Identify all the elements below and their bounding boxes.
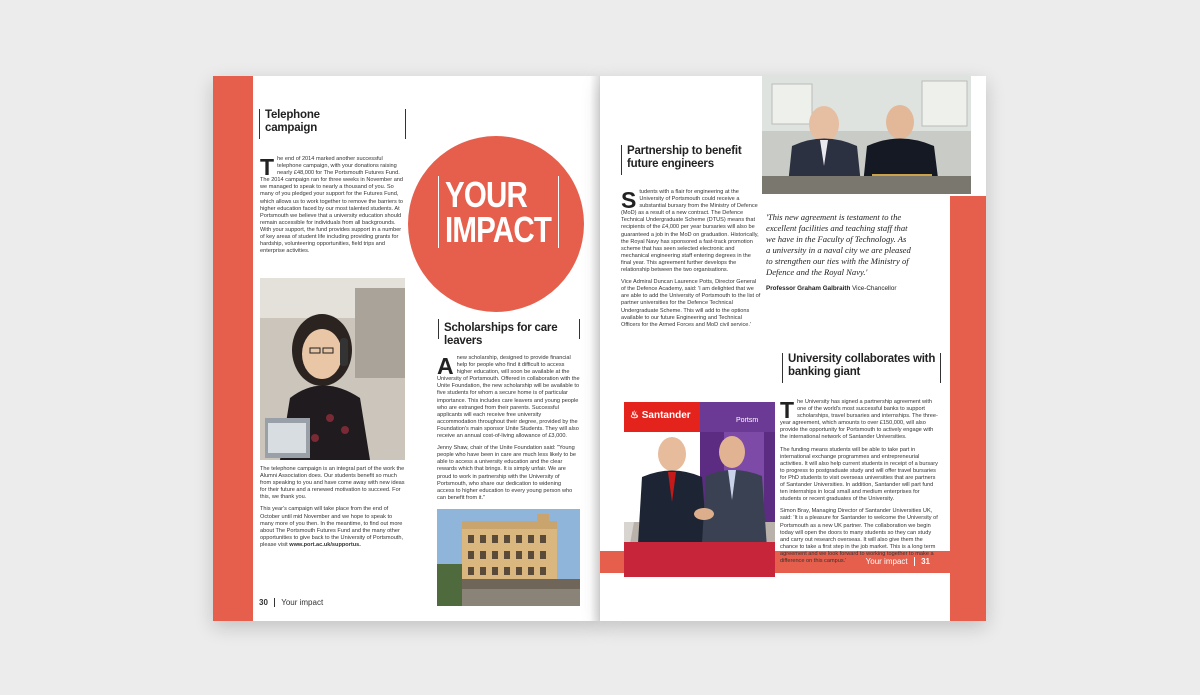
impact-rule-left — [438, 176, 439, 248]
telephone-closing-text — [260, 466, 405, 554]
telephone-dropcap: T — [260, 154, 275, 180]
scholarships-heading — [444, 322, 574, 348]
accommodation-building-photo — [437, 509, 580, 606]
scholarships-dropcap: A — [437, 353, 454, 379]
mod-signing-photo — [762, 76, 971, 194]
banking-para3: Simon Bray, Managing Director of Santander Universities UK, said: 'It is a pleasure for Santander to welcome the University of Portsmouth as a new UK partner. The collaboration we begin today will open the doors to many students so they can study and carry out research overseas. It will also give them the chance to take a first step in the job market. This is a long term agreement and we look forward to working together to make a difference on this campus.' — [780, 508, 938, 564]
partnership-text — [621, 189, 761, 334]
university-banner-text: Portsm — [736, 417, 759, 424]
banking-para2: The funding means students will be able to take part in international exchange programmes and entrepreneurial activities. It will also help current students in receipt of a bursary to progress to postgraduate study and will offer travel bursaries for PhD students to visit overseas universities that are partners of Santander Universities. In addition, Santander will part fund ten internships in local small and medium enterprises for students or recent graduates of the University. — [780, 446, 938, 503]
telephone-photo — [260, 278, 405, 460]
santander-photo-art — [624, 402, 775, 577]
telephone-para1: he end of 2014 marked another successful telephone campaign, with your donations raising nearly £48,000 for The Portsmouth Futures Fund. The 2014 campaign ran for three weeks in November and we managed to speak to nearly a thousand of you. So many of you pledged your support for the Futures Fund, which allows us to work together to remove the barriers to higher education faced by our most talented students. At Portsmouth we believe that a university education should remain accessible for individuals from all backgrounds. With your support, the fund provides support in a number of key areas of student life including providing grants for hardship, volunteering opportunities, field trips and enterprise activities. — [260, 156, 404, 255]
telephone-photo-art — [260, 278, 405, 460]
left-page — [213, 76, 600, 621]
telephone-para3: This year's campaign will take place from the end of October until mid November and we hope to speak to many more of you then. In the meantime, to find out more about The Portsmouth Futures Fund and the many other opportunities to give back to the University of Portsmouth, please visit — [260, 506, 404, 548]
heading-rule-left — [621, 145, 622, 175]
quote-block — [766, 212, 911, 294]
heading-rule-left — [259, 109, 260, 139]
left-accent-strip — [213, 76, 253, 621]
right-page — [600, 76, 986, 621]
mod-photo-art — [762, 76, 971, 194]
telephone-heading — [265, 109, 405, 135]
banking-text — [780, 399, 941, 570]
right-page-number: 31 — [921, 557, 930, 566]
quote-text: 'This new agreement is testament to the excellent facilities and teaching staff that we have in the Faculty of Technology. As a university in a naval city we are pleased to strengthen our ties with the Ministry of Defence and the Royal Navy.' — [766, 212, 911, 277]
scholarships-heading-text: Scholarships for care leavers — [444, 322, 558, 347]
scholarships-para2: Jenny Shaw, chair of the Unite Foundation said: "Young people who have been in care are much less likely to be able to access a university education and the clear rewards which that brings. It is simply unfair. We are proud to work in partnership with the University of Portsmouth, who share our dedication to widening access to higher education to every young person who can benefit from it." — [437, 445, 576, 501]
partnership-para2: Vice Admiral Duncan Laurence Potts, Director General of the Defence Academy, said: 'I am delighted that we are able to add the University of Portsmouth to the list of partner universities for the Defence Technical Undergraduate Scheme. This will add to the options available to our future Engineering and Technical Officers for the Armed Forces and MoD civil service.' — [621, 279, 761, 328]
telephone-para2: The telephone campaign is an integral part of the work the Alumni Association does. Our students benefit so much from speaking to you and have come away with new ideas for their future and a renewed motivation to succeed. For this, we thank you. — [260, 466, 405, 501]
banking-heading-line2: banking giant — [788, 366, 861, 378]
heading-rule-left — [782, 353, 783, 383]
left-page-number: 30 — [259, 598, 268, 607]
quote-role: Vice-Chancellor — [852, 285, 897, 292]
telephone-heading-line1: Telephone — [265, 109, 320, 121]
heading-rule-right — [940, 353, 941, 383]
partnership-heading-line2: future engineers — [627, 158, 714, 170]
banking-para1: he University has signed a partnership agreement with one of the world's most successful banks to support scholarships, travel bursaries and internships. The three-year agreement, which amounts to over £150,000, will also provide the opportunity for Portsmouth to actively engage with the international network of Santander Universities. — [780, 399, 938, 441]
partnership-para1: tudents with a flair for engineering at the University of Portsmouth could receive a substantial bursary from the Ministry of Defence (MoD) as a result of a new contract. The Defence Technical Undergraduate Scheme (DTUS) means that recipients of the £4,000 per year bursaries will also be guaranteed a job in the MoD on graduation. Historically, the Royal Navy has sponsored a fast-track promotion scheme that has seen selected electronic and mechanical engineering staff entering degrees in the final year. This agreement further develops the relationship between the two organisations. — [621, 189, 759, 274]
heading-rule-right — [405, 109, 406, 139]
footer-divider — [914, 557, 915, 566]
santander-banner-text: Santander — [641, 410, 691, 421]
right-footer-section: Your impact — [865, 557, 908, 566]
building-photo-art — [437, 509, 580, 606]
impact-title-line2: IMPACT — [445, 209, 552, 250]
supportus-link[interactable]: www.port.ac.uk/supportus. — [289, 541, 361, 548]
banking-dropcap: T — [780, 397, 795, 423]
santander-flame-icon: ♨ — [630, 410, 639, 421]
partnership-heading-line1: Partnership to benefit — [627, 145, 742, 157]
impact-title-line1: YOUR — [445, 174, 528, 215]
scholarships-text — [437, 355, 580, 507]
banking-heading-line1: University collaborates with — [788, 353, 936, 365]
impact-rule-right — [558, 176, 559, 248]
scholarships-para1: new scholarship, designed to provide financial help for people who find it difficult to access higher education, will soon be available at the University of Portsmouth. Offered in collaboration with the Unite Foundation, the new scholarship will be available to five students for whom a secure home is of particular importance. This includes care leavers and young people who are estranged from their parents. Successful applicants will each receive free university accommodation throughout their degree, provided by the Foundation's main sponsor Unite Students. They will also receive an annual cost-of-living allowance of £3,000. — [437, 355, 580, 440]
partnership-heading — [627, 145, 767, 171]
heading-rule-right — [579, 319, 580, 339]
heading-rule-left — [438, 319, 439, 339]
footer-divider — [274, 598, 275, 607]
partnership-dropcap: S — [621, 187, 637, 213]
telephone-intro-text — [260, 156, 405, 260]
telephone-heading-line2: campaign — [265, 122, 318, 134]
santander-signing-photo — [624, 402, 775, 577]
right-footer — [866, 557, 930, 566]
left-footer-section: Your impact — [281, 598, 324, 607]
santander-banner — [630, 410, 691, 421]
left-footer — [259, 598, 323, 607]
quote-author: Professor Graham Galbraith — [766, 285, 851, 292]
your-impact-circle — [408, 136, 584, 312]
banking-heading — [788, 353, 938, 379]
quote-attribution — [766, 283, 911, 294]
